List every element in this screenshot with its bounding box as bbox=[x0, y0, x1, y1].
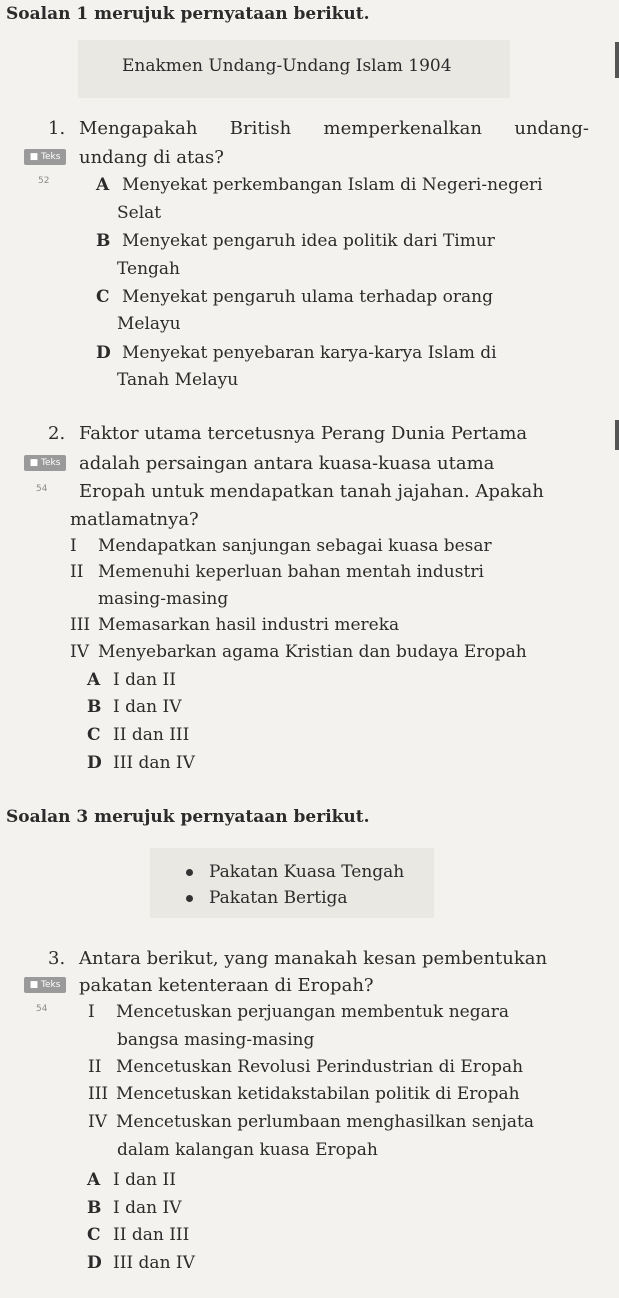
q3-number: 3. bbox=[48, 948, 66, 969]
bullet-icon bbox=[186, 869, 193, 876]
source-box-3 bbox=[150, 848, 434, 918]
q3-option-b[interactable]: B I dan IV bbox=[87, 1198, 182, 1218]
q3-statement-iv: IV Mencetuskan perlumbaan menghasilkan senjata bbox=[88, 1112, 534, 1132]
bullet-icon bbox=[186, 895, 193, 902]
question-3-instruction: Soalan 3 merujuk pernyataan berikut. bbox=[6, 807, 370, 827]
q1-option-b-cont: Tengah bbox=[117, 259, 180, 279]
q3-text-tag: ■ Teks bbox=[24, 977, 66, 993]
q2-page-ref: 54 bbox=[36, 484, 48, 494]
q2-option-a[interactable]: A I dan II bbox=[87, 670, 176, 690]
q1-option-a[interactable]: A Menyekat perkembangan Islam di Negeri-negeri bbox=[96, 175, 543, 195]
q3-statement-i-cont: bangsa masing-masing bbox=[117, 1030, 315, 1050]
question-1-instruction: Soalan 1 merujuk pernyataan berikut. bbox=[6, 4, 370, 24]
q1-stem-line-2: undang di atas? bbox=[79, 147, 224, 168]
q2-option-b[interactable]: B I dan IV bbox=[87, 697, 182, 717]
source-box-3-bullet-2: Pakatan Bertiga bbox=[186, 888, 348, 908]
q1-option-a-cont: Selat bbox=[117, 203, 162, 223]
q2-stem-line-3: Eropah untuk mendapatkan tanah jajahan. Apakah bbox=[79, 481, 544, 502]
q2-option-d[interactable]: D III dan IV bbox=[87, 753, 195, 773]
q3-stem-line-2: pakatan ketenteraan di Eropah? bbox=[79, 975, 374, 996]
q1-option-b[interactable]: B Menyekat pengaruh idea politik dari Timur bbox=[96, 231, 495, 251]
q2-statement-ii-cont: masing-masing bbox=[98, 589, 229, 609]
q1-number: 1. bbox=[48, 118, 66, 139]
q1-stem-line-1: Mengapakah British memperkenalkan undang- bbox=[79, 118, 589, 139]
q1-option-c-cont: Melayu bbox=[117, 314, 181, 334]
q1-option-d-cont: Tanah Melayu bbox=[117, 370, 239, 390]
q2-option-c[interactable]: C II dan III bbox=[87, 725, 190, 745]
q1-option-c[interactable]: C Menyekat pengaruh ulama terhadap orang bbox=[96, 287, 494, 307]
source-box-1 bbox=[78, 40, 510, 98]
q3-option-a[interactable]: A I dan II bbox=[87, 1170, 176, 1190]
q2-stem-line-4: matlamatnya? bbox=[70, 509, 199, 530]
q3-statement-ii: II Mencetuskan Revolusi Perindustrian di Eropah bbox=[88, 1057, 524, 1077]
q3-stem-line-1: Antara berikut, yang manakah kesan pembentukan bbox=[79, 948, 548, 969]
q2-statement-iii: III Memasarkan hasil industri mereka bbox=[70, 615, 400, 635]
q2-number: 2. bbox=[48, 423, 66, 444]
page-edge-mark bbox=[615, 420, 619, 450]
q1-page-ref: 52 bbox=[38, 176, 50, 186]
q2-text-tag: ■ Teks bbox=[24, 455, 66, 471]
page-edge-mark bbox=[615, 42, 619, 78]
q3-page-ref: 54 bbox=[36, 1004, 48, 1014]
source-box-1-text: Enakmen Undang-Undang Islam 1904 bbox=[122, 56, 452, 76]
q2-statement-i: I Mendapatkan sanjungan sebagai kuasa besar bbox=[70, 536, 492, 556]
q1-text-tag: ■ Teks bbox=[24, 149, 66, 165]
q2-statement-iv: IV Menyebarkan agama Kristian dan budaya Eropah bbox=[70, 642, 527, 662]
q1-option-d[interactable]: D Menyekat penyebaran karya-karya Islam di bbox=[96, 343, 497, 363]
q2-stem-line-2: adalah persaingan antara kuasa-kuasa utama bbox=[79, 453, 495, 474]
q3-statement-i: I Mencetuskan perjuangan membentuk negara bbox=[88, 1002, 510, 1022]
q2-stem-line-1: Faktor utama tercetusnya Perang Dunia Pertama bbox=[79, 423, 528, 444]
q2-statement-ii: II Memenuhi keperluan bahan mentah industri bbox=[70, 562, 484, 582]
q3-option-c[interactable]: C II dan III bbox=[87, 1225, 190, 1245]
q3-option-d[interactable]: D III dan IV bbox=[87, 1253, 195, 1273]
q3-statement-iv-cont: dalam kalangan kuasa Eropah bbox=[117, 1140, 378, 1160]
q3-statement-iii: III Mencetuskan ketidakstabilan politik di Eropah bbox=[88, 1084, 520, 1104]
source-box-3-bullet-1: Pakatan Kuasa Tengah bbox=[186, 862, 404, 882]
